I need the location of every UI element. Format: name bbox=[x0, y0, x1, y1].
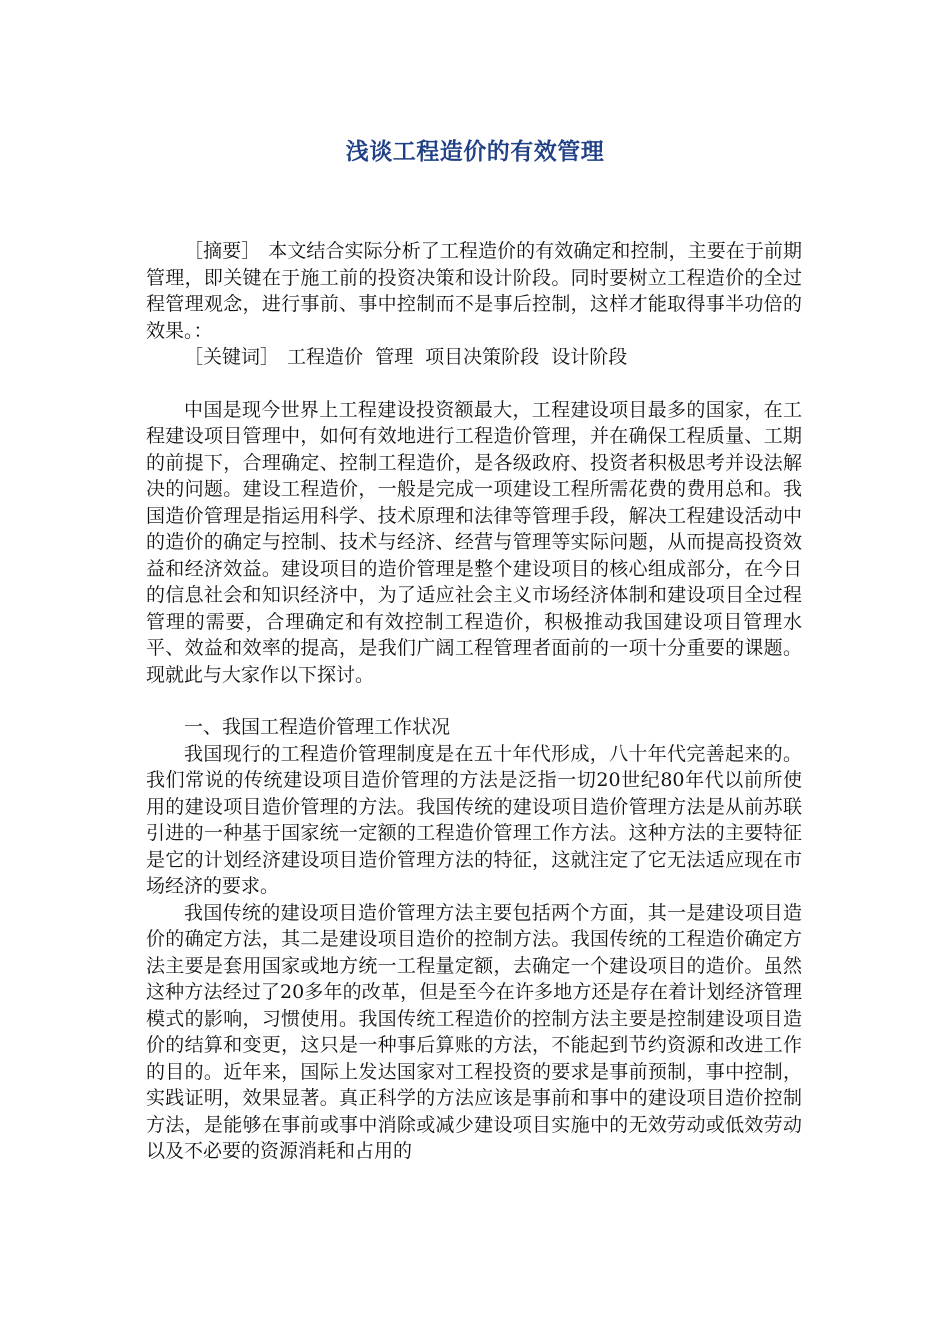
abstract-text: 本文结合实际分析了工程造价的有效确定和控制，主要在于前期管理，即关键在于施工前的投资决策和设计阶段。同时要树立工程造价的全过程管理观念，进行事前、事中控制而不是事后控制，这样才能取得事半功倍的效果。： bbox=[146, 240, 802, 342]
section-paragraph: 我国传统的建设项目造价管理方法主要包括两个方面，其一是建设项目造价的确定方法，其二是建设项目造价的控制方法。我国传统的工程造价确定方法主要是套用国家或地方统一工程量定额，去确定一个建设项目的造价。虽然这种方法经过了20多年的改革，但是至今在许多地方还是存在着计划经济管理模式的影响，习惯使用。我国传统工程造价的控制方法主要是控制建设项目造价的结算和变更，这只是一种事后算账的方法，不能起到节约资源和改进工作的目的。近年来，国际上发达国家对工程投资的要求是事前预制，事中控制，实践证明，效果显著。真正科学的方法应该是事前和事中的建设项目造价控制方法，是能够在事前或事中消除或减少建设项目实施中的无效劳动或低效劳动以及不必要的资源消耗和占用的 bbox=[146, 901, 802, 1162]
document-body bbox=[146, 238, 802, 1165]
abstract-paragraph bbox=[146, 238, 802, 344]
section-heading: 一、我国工程造价管理工作状况 bbox=[184, 716, 451, 738]
section-paragraph: 我国现行的工程造价管理制度是在五十年代形成，八十年代完善起来的。我们常说的传统建设项目造价管理的方法是泛指一切20世纪80年代以前所使用的建设项目造价管理的方法。我国传统的建设项目造价管理方法是从前苏联引进的一种基于国家统一定额的工程造价管理工作方法。这种方法的主要特征是它的计划经济建设项目造价管理方法的特征，这就注定了它无法适应现在市场经济的要求。 bbox=[146, 742, 802, 897]
keywords-text: 工程造价 管理 项目决策阶段 设计阶段 bbox=[287, 346, 628, 368]
paragraph-spacer bbox=[146, 371, 802, 397]
keywords-label: ［关键词］ bbox=[184, 346, 280, 368]
intro-paragraph: 中国是现今世界上工程建设投资额最大，工程建设项目最多的国家，在工程建设项目管理中，如何有效地进行工程造价管理，并在确保工程质量、工期的前提下，合理确定、控制工程造价，是各级政府、投资者积极思考并设法解决的问题。建设工程造价，一般是完成一项建设工程所需花费的费用总和。我国造价管理是指运用科学、技术原理和法律等管理手段，解决工程建设活动中的造价的确定与控制、技术与经济、经营与管理等实际问题，从而提高投资效益和经济效益。建设项目的造价管理是整个建设项目的核心组成部分，在今日的信息社会和知识经济中，为了适应社会主义市场经济体制和建设项目全过程管理的需要，合理确定和有效控制工程造价，积极推动我国建设项目管理水平、效益和效率的提高，是我们广阔工程管理者面前的一项十分重要的课题。现就此与大家作以下探讨。 bbox=[146, 398, 802, 686]
document-title: 浅谈工程造价的有效管理 bbox=[345, 138, 605, 165]
abstract-label: ［摘要］ bbox=[184, 240, 261, 262]
keywords-paragraph bbox=[146, 344, 802, 371]
paragraph-spacer bbox=[146, 688, 802, 714]
